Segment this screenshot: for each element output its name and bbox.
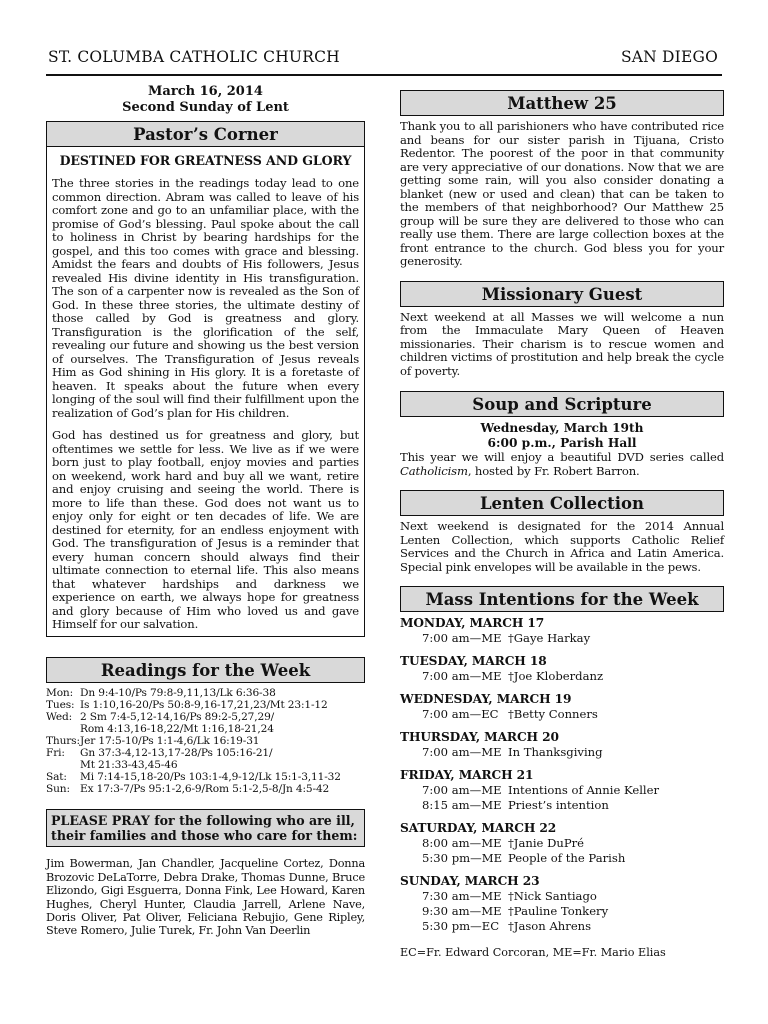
mass-intention: Intentions of Annie Keller (508, 783, 660, 797)
mass-intention: †Gaye Harkay (508, 631, 591, 645)
mass-intention-row (400, 904, 724, 919)
mass-intention-row (400, 919, 724, 934)
reading-row (46, 771, 365, 783)
prayer-names: Jim Bowerman, Jan Chandler, Jacqueline Cortez, Donna Brozovic DeLaTorre, Debra Drake, Thomas Dunne, Bruce Elizondo, Gigi Esguerra, Donna Fink, Lee Howard, Karen Hughes, Cheryl Hunter, Claudia Jarrell, Arlene Nave, Doris Oliver, Pat Oliver, Feliciana Rebujio, Gene Ripley, Steve Romero, Julie Turek, Fr. John Van Deerlin (46, 857, 365, 938)
mass-time: 7:00 am—EC (422, 707, 499, 721)
mass-time: 7:00 am—ME (422, 631, 502, 645)
mass-title: Mass Intentions for the Week (400, 586, 724, 612)
mass-day: WEDNESDAY, MARCH 19 (400, 692, 572, 706)
pastor-subtitle: DESTINED FOR GREATNESS AND GLORY (59, 153, 352, 168)
mass-day-block (400, 730, 724, 760)
matthew25-title: Matthew 25 (400, 90, 724, 116)
mass-intention-row (400, 836, 724, 851)
soup-title: Soup and Scripture (400, 391, 724, 417)
mass-time: 8:00 am—ME (422, 836, 502, 850)
date-line: March 16, 2014 (148, 84, 263, 99)
reading-citations: Is 1:10,16-20/Ps 50:8-9,16-17,21,23/Mt 23:1-12 (80, 698, 328, 711)
mass-intention-row (400, 798, 724, 813)
mass-day-block (400, 821, 724, 866)
mass-time: 5:30 pm—ME (422, 851, 503, 865)
pastor-corner-body (46, 147, 365, 637)
mass-day: SATURDAY, MARCH 22 (400, 821, 557, 835)
mass-time: 7:00 am—ME (422, 669, 502, 683)
reading-row (46, 723, 365, 735)
mass-intention: Priest’s intention (508, 798, 609, 812)
mass-intention: †Betty Conners (508, 707, 598, 721)
mass-day-block (400, 768, 724, 813)
reading-citations: Gn 37:3-4,12-13,17-28/Ps 105:16-21/ (80, 746, 273, 759)
pastor-paragraph-1: The three stories in the readings today lead to one common direction. Abram was called to leave of his comfort zone and go to an unfamiliar place, with the promise of God’s blessing. Paul spoke about the call to holiness in Christ by bearing hardships for the gospel, and this too comes with grace and blessing. Amidst the fears and doubts of His followers, Jesus revealed His divine identity in His transfiguration. The son of a carpenter now is revealed as the Son of God. In these three stories, the ultimate destiny of those called by God is greatness and glory. Transfiguration is the glorification of the self, revealing our future and showing us the best version of ourselves. The Transfiguration of Jesus reveals Him as God shining in His glory. It is a foretaste of heaven. It speaks about the future when every longing of the soul will find their fulfillment upon the realization of God’s plan for His children. (52, 176, 359, 420)
mass-intention: †Jason Ahrens (508, 919, 592, 933)
header-rule (46, 74, 722, 76)
right-column (400, 90, 724, 960)
reading-citations: Ex 17:3-7/Ps 95:1-2,6-9/Rom 5:1-2,5-8/Jn 4:5-42 (80, 783, 330, 796)
pastor-corner-title: Pastor’s Corner (46, 121, 365, 147)
mass-intention-row (400, 669, 724, 684)
missionary-title: Missionary Guest (400, 281, 724, 307)
mass-intention: †Joe Kloberdanz (508, 669, 604, 683)
mass-intention: In Thanksgiving (508, 745, 603, 759)
reading-day: Sat: (46, 771, 67, 784)
mass-day: FRIDAY, MARCH 21 (400, 768, 534, 782)
lenten-title: Lenten Collection (400, 490, 724, 516)
mass-day: THURSDAY, MARCH 20 (400, 730, 559, 744)
mass-time: 5:30 pm—EC (422, 919, 500, 933)
pastor-paragraph-2: God has destined us for greatness and glory, but oftentimes we settle for less. We live as if we were born just to play football, enjoy movies and parties on weekend, work hard and buy all we want, retire and enjoy cruising and seeing the world. There is more to life than these. God does not want us to enjoy only for eight or ten decades of life. We are destined for eternity, for an endless enjoyment with God. The transfiguration of Jesus is a reminder that every human concern should always find their ultimate connection to eternal life. This also means that whatever hardships and darkness we experience on earth, we always hope for greatness and glory because of Him who loved us and gave Himself for our salvation. (52, 428, 359, 631)
mass-intention-row (400, 707, 724, 722)
reading-day (46, 723, 80, 735)
mass-time: 9:30 am—ME (422, 904, 502, 918)
reading-row (46, 747, 365, 759)
mass-time: 7:00 am—ME (422, 745, 502, 759)
mass-intention-row (400, 783, 724, 798)
lenten-text: Next weekend is designated for the 2014 Annual Lenten Collection, which supports Catholic Relief Services and the Church in Africa and Latin America. Special pink envelopes will be available in the pews. (400, 519, 724, 574)
prayer-heading: PLEASE PRAY for the following who are ill, their families and those who care for them: (46, 809, 365, 847)
mass-day-block (400, 692, 724, 722)
mass-intention-row (400, 631, 724, 646)
mass-day: TUESDAY, MARCH 18 (400, 654, 547, 668)
reading-row (46, 711, 365, 723)
mass-day-block (400, 616, 724, 646)
mass-time: 7:30 am—ME (422, 889, 502, 903)
reading-citations: Mi 7:14-15,18-20/Ps 103:1-4,9-12/Lk 15:1-3,11-32 (80, 771, 341, 784)
reading-day (46, 759, 80, 771)
mass-day: MONDAY, MARCH 17 (400, 616, 545, 630)
left-column (46, 84, 365, 938)
series-title: Catholicism (400, 463, 468, 478)
mass-intention-row (400, 851, 724, 866)
reading-row (46, 783, 365, 795)
bulletin-date (46, 84, 365, 116)
mass-intention: †Nick Santiago (508, 889, 597, 903)
mass-day-block (400, 874, 724, 934)
reading-row (46, 759, 365, 771)
reading-row (46, 687, 365, 699)
reading-day: Tues: (46, 698, 75, 711)
reading-citations: Rom 4:13,16-18,22/Mt 1:16,18-21,24 (80, 722, 274, 735)
reading-citations: Jer 17:5-10/Ps 1:1-4,6/Lk 16:19-31 (80, 734, 260, 747)
reading-row (46, 699, 365, 711)
church-name: ST. COLUMBA CATHOLIC CHURCH (48, 48, 340, 66)
mass-day-block (400, 654, 724, 684)
soup-text: This year we will enjoy a beautiful DVD series called Catholicism, hosted by Fr. Robert Barron. (400, 450, 724, 478)
readings-list (46, 687, 365, 796)
mass-time: 7:00 am—ME (422, 783, 502, 797)
bulletin-header (46, 48, 720, 70)
mass-intention: †Pauline Tonkery (508, 904, 609, 918)
liturgical-day: Second Sunday of Lent (122, 100, 289, 115)
reading-day: Mon: (46, 686, 74, 699)
reading-day: Fri: (46, 746, 65, 759)
mass-intention: †Janie DuPré (508, 836, 585, 850)
mass-time: 8:15 am—ME (422, 798, 502, 812)
reading-day: Sun: (46, 783, 70, 796)
reading-citations: Mt 21:33-43,45-46 (80, 759, 178, 772)
city-name: SAN DIEGO (620, 48, 718, 66)
mass-intentions (400, 616, 724, 934)
reading-row (46, 735, 365, 747)
mass-footnote: EC=Fr. Edward Corcoran, ME=Fr. Mario Elias (400, 946, 666, 959)
mass-intention-row (400, 889, 724, 904)
reading-citations: 2 Sm 7:4-5,12-14,16/Ps 89:2-5,27,29/ (80, 710, 275, 723)
missionary-text: Next weekend at all Masses we will welcome a nun from the Immaculate Mary Queen of Heaven missionaries. Their charism is to rescue women and children victims of prostitution and help break the cycle of poverty. (400, 309, 724, 378)
reading-citations: Dn 9:4-10/Ps 79:8-9,11,13/Lk 6:36-38 (80, 686, 276, 699)
reading-day: Wed: (46, 710, 73, 723)
soup-time: 6:00 p.m., Parish Hall (487, 436, 637, 450)
reading-day: Thurs: (46, 734, 80, 747)
matthew25-text: Thank you to all parishioners who have contributed rice and beans for our sister parish in Tijuana, Cristo Redentor. The poorest of the poor in that community are very appreciative of our donations. Now that we are getting some rain, will you also consider donating a blanket (new or used and clean) that can be taken to the members of that neighborhood? Our Matthew 25 group will be sure they are delivered to those who can really use them. There are large collection boxes at the front entrance to the church. God bless you for your generosity. (400, 119, 724, 268)
mass-intention-row (400, 745, 724, 760)
soup-date: Wednesday, March 19th (480, 421, 644, 435)
mass-day: SUNDAY, MARCH 23 (400, 874, 540, 888)
readings-title: Readings for the Week (46, 657, 365, 683)
mass-intention: People of the Parish (508, 851, 626, 865)
